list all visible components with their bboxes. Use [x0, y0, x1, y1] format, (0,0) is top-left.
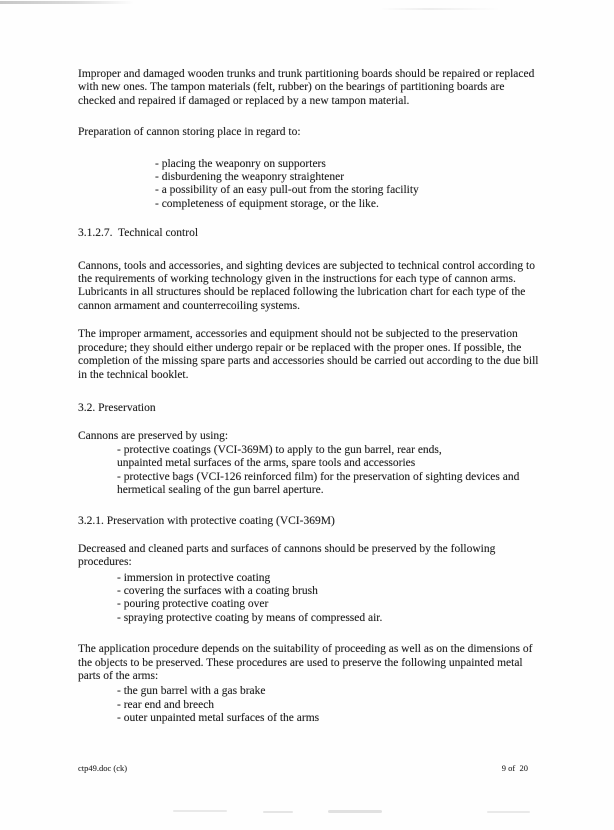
paragraph-preparation-intro: Preparation of cannon storing place in regard to:: [78, 126, 301, 139]
paragraph-application: The application procedure depends on the suitability of proceeding as well as on the dimensions of the objects to be preserved. These procedures are used to preserve the following unpainted metal parts of the arms:: [78, 643, 536, 682]
page-footer: [78, 763, 528, 773]
list-item: - completeness of equipment storage, or the like.: [155, 197, 379, 210]
scan-artifact-bottom-smudge: [173, 810, 227, 812]
list-item: - spraying protective coating by means of compressed air.: [117, 611, 383, 624]
list-preserved: [78, 444, 544, 498]
scan-artifact-bottom-smudge: [328, 810, 382, 813]
section-heading-preservation-coating: 3.2.1. Preservation with protective coating (VCI-369M): [78, 515, 335, 528]
paragraph-preserved-intro: Cannons are preserved by using:: [78, 430, 229, 443]
paragraph-technical-control-1: Cannons, tools and accessories, and sighting devices are subjected to technical control according to the requirements of working technology given in the instructions for each type of cannon arms. Lubricants in all structures should be replaced following the lubrication chart for each type of the cannon armament and counterrecoiling systems.: [78, 259, 538, 312]
list-preparation: [78, 158, 544, 212]
list-item: - immersion in protective coating: [117, 571, 271, 584]
scan-artifact-bottom-smudge: [263, 811, 293, 813]
list-procedures: [78, 572, 544, 626]
list-item: - disburdening the weaponry straightener: [155, 171, 345, 184]
list-item: - protective coatings (VCI-369M) to apply to the gun barrel, rear ends,: [117, 443, 442, 456]
section-heading-technical-control: 3.1.2.7. Technical control: [78, 227, 199, 240]
list-item: - covering the surfaces with a coating brush: [117, 584, 318, 597]
scan-artifact-bottom-smudge: [487, 811, 530, 813]
list-item: - outer unpainted metal surfaces of the arms: [117, 712, 320, 725]
document-content: [78, 68, 544, 726]
list-item: - placing the weaponry on supporters: [155, 157, 326, 170]
list-metal-parts: [78, 685, 544, 725]
list-item: - protective bags (VCI-126 reinforced film) for the preservation of sighting devices and: [117, 470, 520, 483]
footer-filename: ctp49.doc (ck): [78, 763, 128, 773]
list-item: hermetical sealing of the gun barrel aperture.: [117, 483, 324, 496]
paragraph-technical-control-2: The improper armament, accessories and equipment should not be subjected to the preservation procedure; they should either undergo repair or be replaced with the proper ones. If possible, the completion of the missing spare parts and accessories should be carried out according to the due bill in the technical booklet.: [78, 328, 542, 381]
section-heading-preservation: 3.2. Preservation: [78, 401, 156, 414]
list-item: - the gun barrel with a gas brake: [117, 685, 266, 698]
footer-page-number: 9 of 20: [501, 763, 528, 773]
list-item: - a possibility of an easy pull-out from the storing facility: [155, 184, 419, 197]
scan-artifact-top-speck: [380, 8, 500, 10]
list-item: - pouring protective coating over: [117, 598, 269, 611]
paragraph-trunks: Improper and damaged wooden trunks and trunk partitioning boards should be repaired or replaced with new ones. The tampon materials (felt, rubber) on the bearings of partitioning boards are checked and repaired if damaged or replaced by a new tampon material.: [78, 68, 538, 107]
list-item: unpainted metal surfaces of the arms, spare tools and accessories: [117, 457, 416, 470]
paragraph-procedures-intro: Decreased and cleaned parts and surfaces of cannons should be preserved by the following procedures:: [78, 542, 499, 569]
list-item: - rear end and breech: [117, 698, 215, 711]
scan-artifact-top-streak: [0, 1, 134, 4]
